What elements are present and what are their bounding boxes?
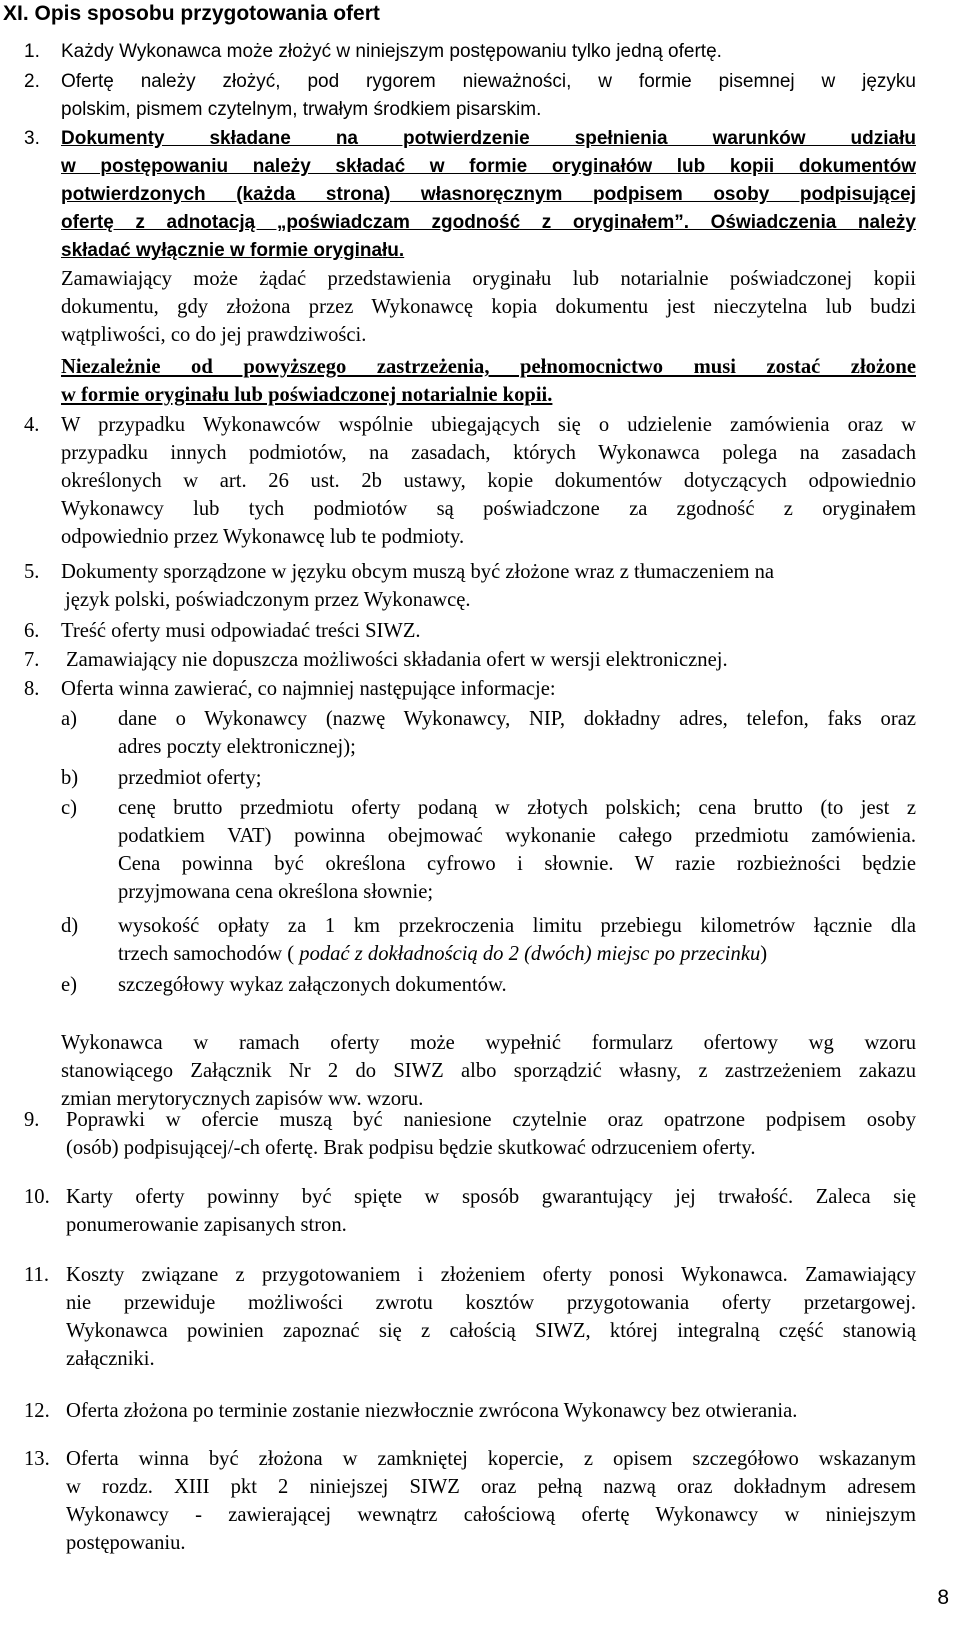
item-3-underlined-note <box>61 353 916 409</box>
text-line: w rozdz. XIII pkt 2 niniejszej SIWZ oraz pełną nazwą oraz dokładnym adresem <box>66 1476 916 1498</box>
text-line: załączniki. <box>66 1348 155 1370</box>
item-7-text <box>66 646 906 674</box>
text-line: Niezależnie od powyższego zastrzeżenia, pełnomocnictwo musi zostać złożone <box>61 356 916 378</box>
item-6-text <box>61 617 906 645</box>
item-number: 8. <box>24 678 40 700</box>
subitem-c-text <box>118 794 916 906</box>
item-number: 10. <box>24 1186 50 1208</box>
text-span: ) <box>760 943 768 965</box>
item-3-bold-text <box>61 125 916 265</box>
text-line: nie przewiduje możliwości zwrotu kosztów przygotowania oferty przetargowej. <box>66 1292 916 1314</box>
text-line: dokumentu, gdy złożona przez Wykonawcę kopia dokumentu jest nieczytelna lub budzi <box>61 296 916 318</box>
text-line: cenę brutto przedmiotu oferty podaną w złotych polskich; cena brutto (to jest z <box>118 797 916 819</box>
item-number: 4. <box>24 414 40 436</box>
item-number: 11. <box>24 1264 49 1286</box>
text-line: Wykonawca w ramach oferty może wypełnić formularz ofertowy wg wzoru <box>61 1032 916 1054</box>
item-number: 9. <box>24 1109 40 1131</box>
text-line: Dokumenty składane na potwierdzenie spełnienia warunków udziału <box>61 128 916 149</box>
text-line: ofertę z adnotacją „poświadczam zgodność z oryginałem”. Oświadczenia należy <box>61 212 916 233</box>
subitem-d-text <box>118 912 916 968</box>
text-line: w formie oryginału lub poświadczonej notarialnie kopii. <box>61 384 553 406</box>
text-line: Dokumenty sporządzone w języku obcym muszą być złożone wraz z tłumaczeniem na <box>61 561 775 583</box>
text-line: podatkiem VAT) powinna obejmować wykonanie całego przedmiotu zamówienia. <box>118 825 916 847</box>
text-line: przedmiot oferty; <box>118 767 262 789</box>
text-line: odpowiednio przez Wykonawcę lub te podmioty. <box>61 526 465 548</box>
text-line: wątpliwości, co do jej prawdziwości. <box>61 324 367 346</box>
text-line: polskim, pismem czytelnym, trwałym środkiem pisarskim. <box>61 99 542 120</box>
text-line: wysokość opłaty za 1 km przekroczenia limitu przebiegu kilometrów łącznie dla <box>118 915 916 937</box>
item-number: 5. <box>24 561 40 583</box>
text-line: Karty oferty powinny być spięte w sposób gwarantujący jej trwałość. Zaleca się <box>66 1186 916 1208</box>
text-line: Oferta winna zawierać, co najmniej następujące informacje: <box>61 678 556 700</box>
item-number: 3. <box>24 128 40 149</box>
text-line: potwierdzonych (każda strona) własnoręcznym podpisem osoby podpisującej <box>61 184 916 205</box>
item-number: 1. <box>24 41 40 62</box>
text-line: Zamawiający może żądać przedstawienia oryginału lub notarialnie poświadczonej kopii <box>61 268 916 290</box>
text-line: w postępowaniu należy składać w formie oryginałów lub kopii dokumentów <box>61 156 916 177</box>
item-9-text <box>66 1106 916 1162</box>
text-line: Poprawki w ofercie muszą być naniesione czytelnie oraz opatrzone podpisem osoby <box>66 1109 916 1131</box>
item-4-text <box>61 411 916 551</box>
text-line: przypadku innych podmiotów, na zasadach, których Wykonawca polega na zasadach <box>61 442 916 464</box>
subitem-a-text <box>118 705 916 761</box>
text-line: składać wyłącznie w formie oryginału. <box>61 240 405 261</box>
subitem-label: d) <box>61 915 79 937</box>
section-heading: XI. Opis sposobu przygotowania ofert <box>3 2 380 25</box>
text-line: ponumerowanie zapisanych stron. <box>66 1214 347 1236</box>
italic-note: podać z dokładnością do 2 (dwóch) miejsc po przecinku <box>299 943 761 965</box>
text-line <box>118 940 916 968</box>
item-number: 13. <box>24 1448 50 1470</box>
text-line: Treść oferty musi odpowiadać treści SIWZ. <box>61 620 421 642</box>
item-2-text <box>61 68 916 124</box>
item-number: 7. <box>24 649 40 671</box>
item-3-paragraph <box>61 265 916 349</box>
text-line: Zamawiający nie dopuszcza możliwości składania ofert w wersji elektronicznej. <box>66 649 728 671</box>
text-line: Wykonawcy lub tych podmiotów są poświadczone za zgodność z oryginałem <box>61 498 916 520</box>
text-line: Oferta złożona po terminie zostanie niezwłocznie zwrócona Wykonawcy bez otwierania. <box>66 1400 798 1422</box>
subitem-label: c) <box>61 797 77 819</box>
item-13-text <box>66 1445 916 1557</box>
item-8-text <box>61 675 906 703</box>
text-line: Cena powinna być określona cyfrowo i słownie. W razie rozbieżności będzie <box>118 853 916 875</box>
item-11-text <box>66 1261 916 1373</box>
text-line: Każdy Wykonawca może złożyć w niniejszym postępowaniu tylko jedną ofertę. <box>61 41 722 62</box>
text-line: język polski, poświadczonym przez Wykonawcę. <box>65 589 471 611</box>
text-line: zmian merytorycznych zapisów ww. wzoru. <box>61 1088 424 1110</box>
subitem-label: b) <box>61 767 79 789</box>
subitem-e-text <box>118 971 916 999</box>
subitem-label: a) <box>61 708 77 730</box>
text-line: adres poczty elektronicznej); <box>118 736 356 758</box>
item-8-closing-paragraph <box>61 1029 916 1113</box>
text-line: postępowaniu. <box>66 1532 186 1554</box>
text-line: W przypadku Wykonawców wspólnie ubiegających się o udzielenie zamówienia oraz w <box>61 414 916 436</box>
text-line: szczegółowy wykaz załączonych dokumentów. <box>118 974 507 996</box>
text-line: dane o Wykonawcy (nazwę Wykonawcy, NIP, dokładny adres, telefon, faks oraz <box>118 708 916 730</box>
text-line: Wykonawca powinien zapoznać się z całością SIWZ, której integralną część stanowią <box>66 1320 916 1342</box>
item-5-text <box>61 558 906 614</box>
text-span: trzech samochodów ( <box>118 943 300 965</box>
subitem-b-text <box>118 764 916 792</box>
text-line: określonych w art. 26 ust. 2b ustawy, kopie dokumentów dotyczących odpowiednio <box>61 470 916 492</box>
text-line: Koszty związane z przygotowaniem i złożeniem oferty ponosi Wykonawca. Zamawiający <box>66 1264 916 1286</box>
text-line: Ofertę należy złożyć, pod rygorem nieważności, w formie pisemnej w języku <box>61 71 916 92</box>
text-line: przyjmowana cena określona słownie; <box>118 881 434 903</box>
text-line: (osób) podpisującej/-ch ofertę. Brak podpisu będzie skutkować odrzuceniem oferty. <box>66 1137 756 1159</box>
page-number: 8 <box>937 1586 949 1609</box>
text-line: Oferta winna być złożona w zamkniętej kopercie, z opisem szczegółowo wskazanym <box>66 1448 916 1470</box>
text-line: stanowiącego Załącznik Nr 2 do SIWZ albo sporządzić własny, z zastrzeżeniem zakazu <box>61 1060 916 1082</box>
item-number: 6. <box>24 620 40 642</box>
item-10-text <box>66 1183 916 1239</box>
subitem-label: e) <box>61 974 77 996</box>
text-line: Wykonawcy - zawierającej wewnątrz całościową ofertę Wykonawcy w niniejszym <box>66 1504 916 1526</box>
item-number: 12. <box>24 1400 50 1422</box>
item-number: 2. <box>24 71 40 92</box>
item-1-text <box>61 38 906 66</box>
item-12-text <box>66 1397 916 1425</box>
